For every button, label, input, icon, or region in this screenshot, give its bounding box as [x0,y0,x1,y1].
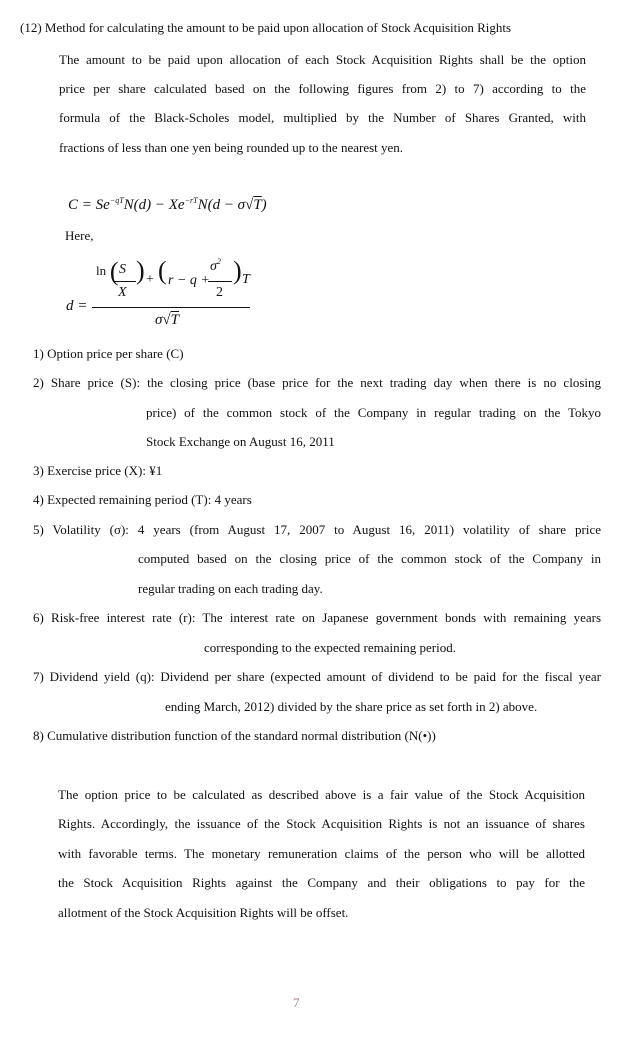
closing-line-4: the Stock Acquisition Rights against the Company and their obligations to pay for the [58,875,585,890]
intro-line-2: price per share calculated based on the following figures from 2) to 7) according to the [59,81,586,96]
frac-x-denom: X [118,285,127,300]
paren-open-2: ( [158,256,167,285]
item-2-line-3: Stock Exchange on August 16, 2011 [146,434,335,449]
sigma-squared: $\sigma^2$ [210,257,221,274]
item-8: 8) Cumulative distribution function of the standard normal distribution (N(•)) [33,728,436,743]
item-2-line-1: 2) Share price (S): the closing price (base price for the next trading day when there is no closing [33,375,601,390]
closing-line-3: with favorable terms. The monetary remuneration claims of the person who will be allotted [58,846,585,861]
paren-close-2: ) [233,256,242,285]
item-4: 4) Expected remaining period (T): 4 years [33,492,252,507]
item-5-line-3: regular trading on each trading day. [138,581,323,596]
frac-sigma-bar [208,281,232,282]
frac-s-numer: S [119,262,126,277]
closing-line-5: allotment of the Stock Acquisition Rights will be offset. [58,905,349,920]
two-denom: 2 [216,285,223,300]
formula-d-numerator: ln ( [96,257,119,286]
item-2-line-2: price) of the common stock of the Company in regular trading on the Tokyo [146,405,601,420]
intro-line-3: formula of the Black-Scholes model, multiplied by the Number of Shares Granted, with [59,110,586,125]
item-6-line-2: corresponding to the expected remaining period. [204,640,456,655]
here-label: Here, [65,228,94,243]
item-3: 3) Exercise price (X): ¥1 [33,463,163,478]
item-6-line-1: 6) Risk-free interest rate (r): The interest rate on Japanese government bonds with remaining years [33,610,601,625]
closing-line-2: Rights. Accordingly, the issuance of the Stock Acquisition Rights is not an issuance of shares [58,816,585,831]
item-1: 1) Option price per share (C) [33,346,184,361]
intro-line-1: The amount to be paid upon allocation of each Stock Acquisition Rights shall be the option [59,52,586,67]
frac-d-bar [92,307,250,308]
formula-d-denominator: σ√T [155,312,179,328]
r-minus-q: r − q + [168,273,210,288]
item-7-line-2: ending March, 2012) divided by the share price as set forth in 2) above. [165,699,538,714]
formula-d-label: d = [66,298,88,314]
t-factor: T [242,272,250,287]
item-5-line-2: computed based on the closing price of the common stock of the Company in [138,551,601,566]
page-number: 7 [293,995,300,1010]
item-7-line-1: 7) Dividend yield (q): Dividend per share (expected amount of dividend to be paid for the fiscal year [33,669,601,684]
plus-sign: + [146,272,154,287]
item-5-line-1: 5) Volatility (σ): 4 years (from August 17, 2007 to August 16, 2011) volatility of share price [33,522,601,537]
closing-line-1: The option price to be calculated as described above is a fair value of the Stock Acquisition [58,787,585,802]
formula-main: $C = Se^{-qT}N(d) - Xe^{-rT}N(d - \sigma√T)$ [68,196,267,213]
paren-close-1: ) [136,256,145,285]
intro-line-4: fractions of less than one yen being rounded up to the nearest yen. [59,140,404,155]
frac-s-x-bar [114,281,136,282]
section-heading: (12) Method for calculating the amount to be paid upon allocation of Stock Acquisition Rights [20,20,512,35]
